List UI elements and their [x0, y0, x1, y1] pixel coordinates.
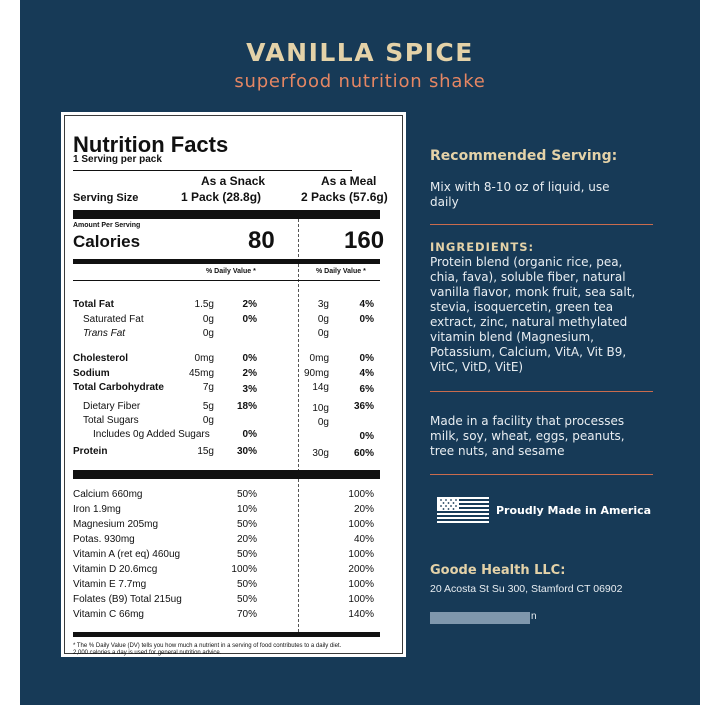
col2-amount: 90mg: [303, 368, 329, 379]
col1-head2: 1 Pack (28.8g): [181, 190, 262, 204]
allergen-line: milk, soy, wheat, eggs, peanuts,: [430, 429, 625, 443]
amount-per-serving: Amount Per Serving: [73, 222, 141, 229]
vitamin-name: Iron 1.9mg: [73, 504, 121, 515]
col1-percent: 10%: [236, 504, 257, 515]
divider: [73, 280, 380, 281]
allergen-line: tree nuts, and sesame: [430, 444, 565, 458]
col2-percent: 140%: [348, 609, 374, 620]
col2-percent: 0%: [359, 431, 374, 442]
col2-percent: 100%: [348, 489, 374, 500]
medium-bar: [73, 259, 380, 264]
col1-percent: 50%: [236, 489, 257, 500]
col1-calories: 80: [248, 227, 275, 254]
col2-percent: 100%: [348, 549, 374, 560]
ingredients-line: Potassium, Calcium, VitA, Vit B9,: [430, 345, 627, 359]
col1-percent: 100%: [231, 564, 257, 575]
col1-percent: 30%: [236, 446, 257, 457]
ingredients-heading: INGREDIENTS:: [430, 240, 535, 254]
col1-percent: 20%: [236, 534, 257, 545]
allergen-line: Made in a facility that processes: [430, 414, 625, 428]
col2-amount: 0g: [317, 328, 329, 339]
col2-percent: 200%: [348, 564, 374, 575]
nutrient-name: Total Sugars: [83, 415, 139, 426]
servings-per-pack: 1 Serving per pack: [73, 154, 162, 165]
nutrient-name: Includes 0g Added Sugars: [93, 429, 210, 440]
ingredients-line: stevia, isoquercetin, green tea: [430, 300, 614, 314]
footnote-line-1: * The % Daily Value (DV) tells you how much a nutrient in a serving of food contributes to a daily diet.: [73, 643, 342, 649]
col2-amount: 14g: [312, 382, 329, 393]
col1-percent: 0%: [242, 314, 257, 325]
col1-amount: 15g: [197, 446, 214, 457]
nutrient-name: Dietary Fiber: [83, 401, 141, 412]
col2-calories: 160: [344, 227, 385, 254]
col2-head2: 2 Packs (57.6g): [301, 190, 388, 204]
col1-percent: 3%: [242, 384, 257, 395]
col1-amount: 0mg: [194, 353, 214, 364]
col2-percent: 4%: [359, 299, 374, 310]
dv-header-col2: % Daily Value *: [316, 268, 366, 275]
product-subtitle: superfood nutrition shake: [234, 71, 486, 92]
col1-percent: 50%: [236, 549, 257, 560]
vitamin-name: Calcium 660mg: [73, 489, 143, 500]
vitamin-name: Vitamin E 7.7mg: [73, 579, 147, 590]
vitamin-name: Vitamin D 20.6mcg: [73, 564, 158, 575]
medium-bar: [73, 632, 380, 637]
product-title: VANILLA SPICE: [246, 38, 474, 67]
vitamin-name: Vitamin C 66mg: [73, 609, 144, 620]
serving-size-label: Serving Size: [73, 192, 139, 204]
col2-percent: 40%: [353, 534, 374, 545]
col1-amount: 7g: [202, 382, 214, 393]
vitamin-name: Potas. 930mg: [73, 534, 135, 545]
divider: [430, 391, 653, 392]
nutrient-name: Sodium: [73, 368, 110, 379]
col1-percent: 50%: [236, 579, 257, 590]
col2-amount: 10g: [312, 403, 329, 414]
col1-head1: As a Snack: [201, 174, 266, 188]
ingredients-line: extract, zinc, natural methylated: [430, 315, 628, 329]
col2-amount: 0g: [317, 314, 329, 325]
col2-amount: 0mg: [309, 353, 329, 364]
col1-percent: 0%: [242, 353, 257, 364]
ingredients-line: VitC, VitD, VitE): [430, 360, 524, 374]
label-title: Nutrition Facts: [73, 132, 229, 157]
col2-percent: 100%: [348, 579, 374, 590]
divider: [430, 224, 653, 225]
col2-percent: 0%: [359, 314, 374, 325]
serving-heading: Recommended Serving:: [430, 148, 618, 164]
col1-percent: 50%: [236, 594, 257, 605]
redacted-tail: n: [531, 611, 537, 622]
col1-percent: 2%: [242, 299, 257, 310]
ingredients-line: Protein blend (organic rice, pea,: [430, 255, 623, 269]
ingredients-line: vanilla flavor, monk fruit, sea salt,: [430, 285, 636, 299]
us-flag-icon: [437, 497, 489, 524]
footnote-line-2: 2,000 calories a day is used for general nutrition advice.: [73, 650, 222, 656]
product-panel: [20, 0, 700, 705]
serving-text-line-1: Mix with 8-10 oz of liquid, use: [430, 180, 610, 194]
ingredients-line: vitamin blend (Magnesium,: [430, 330, 594, 344]
company-name: Goode Health LLC:: [430, 563, 566, 578]
nutrient-name: Protein: [73, 446, 108, 457]
vitamin-name: Folates (B9) Total 215ug: [73, 594, 182, 605]
nutrient-name: Trans Fat: [83, 328, 126, 339]
divider: [73, 170, 352, 171]
nutrient-name: Total Fat: [73, 299, 114, 310]
col2-percent: 100%: [348, 519, 374, 530]
col2-amount: 30g: [312, 448, 329, 459]
col1-percent: 70%: [236, 609, 257, 620]
col1-amount: 1.5g: [194, 299, 214, 310]
col2-percent: 20%: [353, 504, 374, 515]
col2-percent: 60%: [353, 448, 374, 459]
vitamin-name: Magnesium 205mg: [73, 519, 159, 530]
col1-percent: 50%: [236, 519, 257, 530]
col1-amount: 5g: [202, 401, 214, 412]
col2-head1: As a Meal: [321, 174, 377, 188]
nutrient-name: Total Carbohydrate: [73, 382, 164, 393]
col1-amount: 0g: [202, 328, 214, 339]
col2-amount: 0g: [317, 417, 329, 428]
vitamin-name: Vitamin A (ret eq) 460ug: [73, 549, 181, 560]
col2-percent: 0%: [359, 353, 374, 364]
col2-amount: 3g: [317, 299, 329, 310]
col1-amount: 0g: [202, 314, 214, 325]
thick-bar: [73, 210, 380, 219]
ingredients-line: chia, fava), soluble fiber, natural: [430, 270, 626, 284]
nutrition-facts-label: [64, 115, 403, 654]
dv-header-col1: % Daily Value *: [206, 268, 256, 275]
col2-percent: 36%: [353, 401, 374, 412]
divider: [430, 474, 653, 475]
col2-percent: 100%: [348, 594, 374, 605]
col1-percent: 2%: [242, 368, 257, 379]
serving-text-line-2: daily: [430, 195, 459, 209]
col1-percent: 18%: [236, 401, 257, 412]
redacted-block: [430, 612, 530, 624]
nutrient-name: Cholesterol: [73, 353, 129, 364]
company-address: 20 Acosta St Su 300, Stamford CT 06902: [430, 583, 623, 595]
thick-bar: [73, 470, 380, 479]
nutrient-name: Saturated Fat: [83, 314, 144, 325]
col1-amount: 45mg: [188, 368, 214, 379]
made-in-text: Proudly Made in America: [496, 504, 652, 517]
col2-percent: 6%: [359, 384, 374, 395]
col1-amount: 0g: [202, 415, 214, 426]
col1-percent: 0%: [242, 429, 257, 440]
col2-percent: 4%: [359, 368, 374, 379]
calories-label: Calories: [73, 232, 141, 251]
